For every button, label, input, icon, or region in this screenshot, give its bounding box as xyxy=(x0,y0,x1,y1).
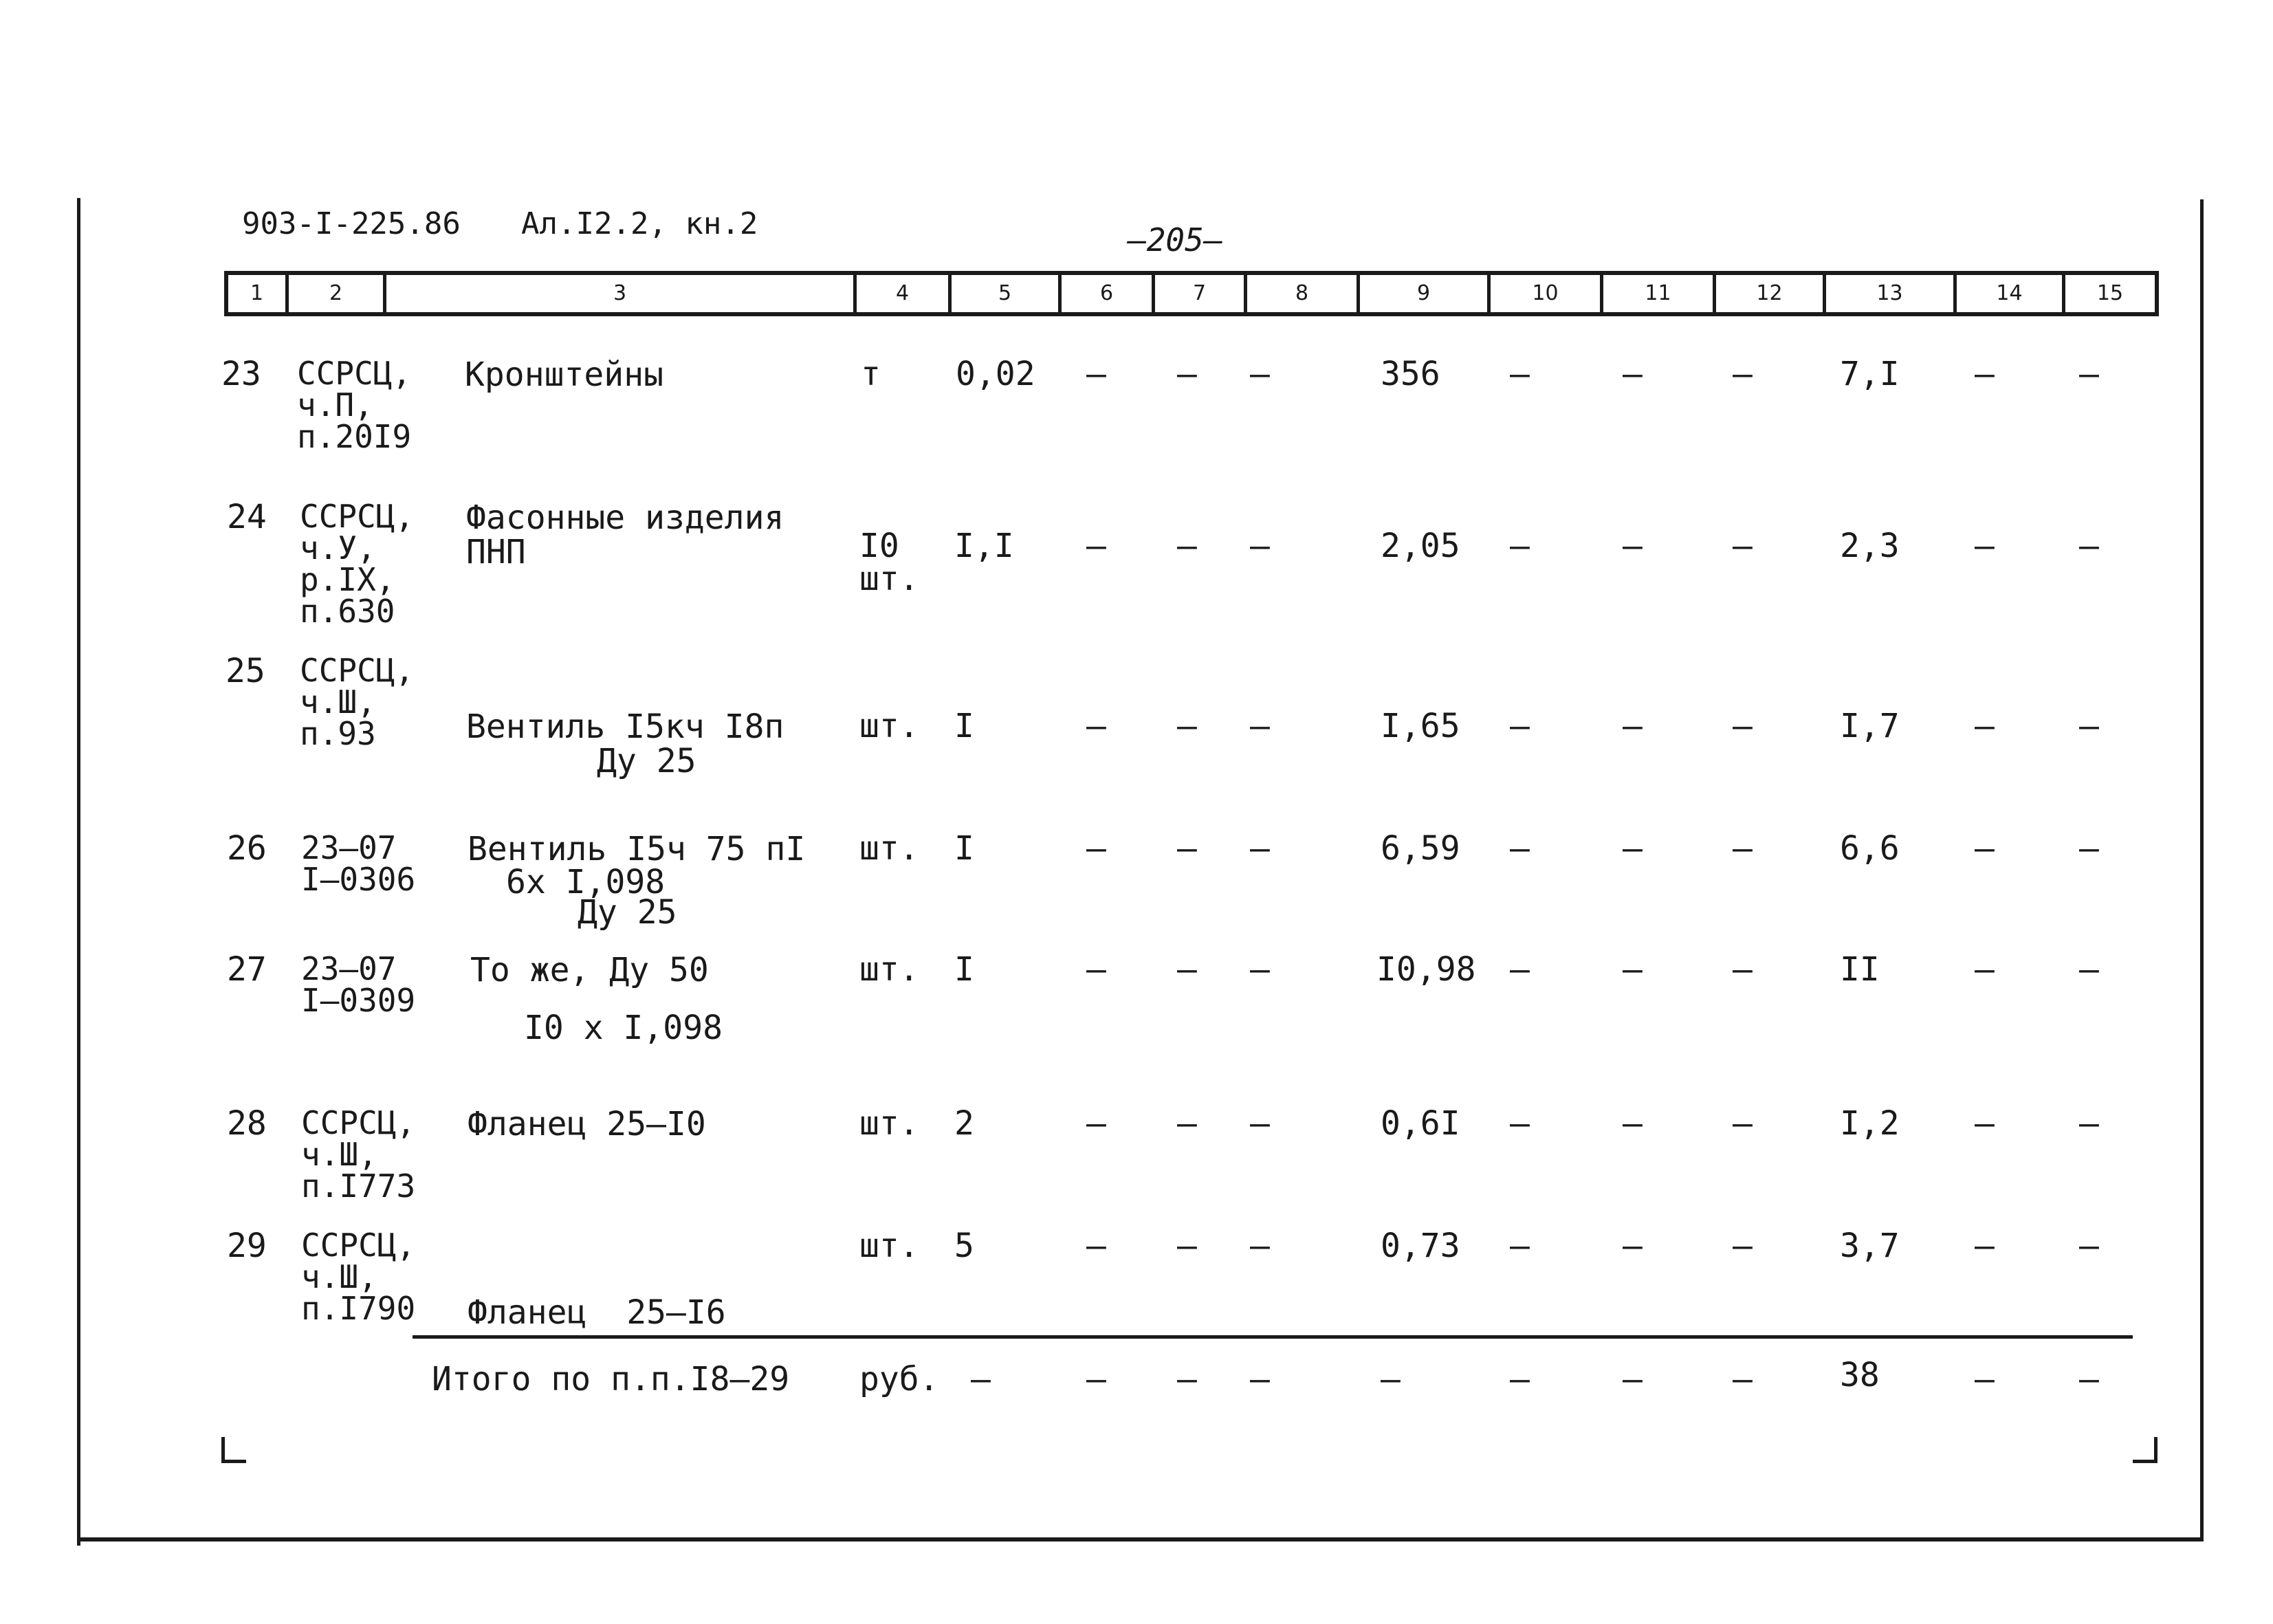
unit: шт. xyxy=(859,829,919,868)
unit: шт. xyxy=(859,707,919,745)
col-10: – xyxy=(1510,707,1530,745)
norm-reference: ССРСЦ, ч.Ш, п.I790 xyxy=(301,1227,416,1327)
col-14: – xyxy=(1975,1360,1995,1398)
document-code: 903-I-225.86 xyxy=(242,206,461,241)
col-11: – xyxy=(1623,707,1643,745)
col-12: – xyxy=(1733,707,1753,745)
col-15: – xyxy=(2079,1360,2099,1398)
col-10: – xyxy=(1510,1227,1530,1265)
col-8: – xyxy=(1250,829,1270,868)
item-name: Фланец 25–I0 xyxy=(468,1105,706,1143)
col-12: – xyxy=(1733,1360,1753,1398)
norm-reference: 23–07 I–0309 xyxy=(301,950,416,1019)
col-11: – xyxy=(1623,950,1643,989)
row-number: 24 xyxy=(227,498,267,536)
total-cost: I,2 xyxy=(1840,1104,1900,1143)
col-12: – xyxy=(1733,527,1753,565)
col-6: – xyxy=(1086,1227,1106,1265)
column-header: 12 xyxy=(1716,275,1826,312)
unit: т xyxy=(861,355,881,393)
total-divider xyxy=(413,1335,2133,1339)
col-7: – xyxy=(1177,950,1197,989)
norm-reference: ССРСЦ, ч.Ш, п.93 xyxy=(300,652,415,752)
quantity: 0,02 xyxy=(956,355,1035,393)
row-number: 26 xyxy=(227,829,267,868)
unit: шт. xyxy=(859,1227,919,1265)
col-10: – xyxy=(1510,1104,1530,1143)
total-cost: I,7 xyxy=(1840,707,1900,745)
frame-bottom-border xyxy=(77,1537,2204,1541)
quantity: 2 xyxy=(954,1104,974,1143)
grand-total: 38 xyxy=(1840,1356,1880,1394)
unit: I0 шт. xyxy=(859,527,919,598)
col-8: – xyxy=(1250,707,1270,745)
col-6: – xyxy=(1086,707,1106,745)
col-8: – xyxy=(1250,1104,1270,1143)
col-14: – xyxy=(1975,1104,1995,1143)
total-qty: – xyxy=(971,1360,991,1398)
col-8: – xyxy=(1250,1360,1270,1398)
quantity: 5 xyxy=(954,1227,974,1265)
col-15: – xyxy=(2079,1227,2099,1265)
unit-cost: I,65 xyxy=(1381,707,1460,745)
column-header: 9 xyxy=(1360,275,1491,312)
col-9: – xyxy=(1381,1360,1401,1398)
col-6: – xyxy=(1086,355,1106,393)
total-cost: 7,I xyxy=(1840,355,1900,393)
col-7: – xyxy=(1177,1360,1197,1398)
total-cost: II xyxy=(1840,950,1880,989)
col-7: – xyxy=(1177,829,1197,868)
item-name: Фасонные изделия ПНП xyxy=(466,498,784,571)
col-7: – xyxy=(1177,355,1197,393)
column-header: 2 xyxy=(289,275,386,312)
col-12: – xyxy=(1733,950,1753,989)
col-14: – xyxy=(1975,950,1995,989)
column-header: 3 xyxy=(386,275,857,312)
row-number: 28 xyxy=(227,1104,267,1143)
column-header: 10 xyxy=(1491,275,1603,312)
quantity: I xyxy=(954,950,974,989)
col-10: – xyxy=(1510,950,1530,989)
col-14: – xyxy=(1975,355,1995,393)
norm-reference: ССРСЦ, ч.У, р.IХ, п.630 xyxy=(300,498,415,630)
col-14: – xyxy=(1975,707,1995,745)
unit-cost: 0,73 xyxy=(1381,1227,1460,1265)
column-header: 6 xyxy=(1062,275,1155,312)
col-10: – xyxy=(1510,355,1530,393)
row-number: 29 xyxy=(227,1227,267,1265)
item-name: То же, Ду 50 I0 х I,098 xyxy=(470,951,723,1047)
col-15: – xyxy=(2079,707,2099,745)
column-header: 14 xyxy=(1957,275,2065,312)
column-header: 8 xyxy=(1247,275,1360,312)
column-header: 1 xyxy=(228,275,289,312)
quantity: I xyxy=(954,707,974,745)
col-7: – xyxy=(1177,527,1197,565)
col-15: – xyxy=(2079,950,2099,989)
col-11: – xyxy=(1623,1360,1643,1398)
col-6: – xyxy=(1086,1360,1106,1398)
unit-cost: I0,98 xyxy=(1376,950,1476,989)
item-name: Вентиль I5кч I8п Ду 25 xyxy=(466,707,784,780)
column-header: 5 xyxy=(952,275,1062,312)
col-12: – xyxy=(1733,1227,1753,1265)
col-8: – xyxy=(1250,355,1270,393)
row-number: 25 xyxy=(226,652,265,690)
col-14: – xyxy=(1975,1227,1995,1265)
item-name: Кронштейны xyxy=(465,355,663,394)
norm-reference: ССРСЦ, ч.Ш, п.I773 xyxy=(301,1104,416,1205)
col-7: – xyxy=(1177,1104,1197,1143)
norm-reference: ССРСЦ, ч.П, п.20I9 xyxy=(297,355,412,455)
col-8: – xyxy=(1250,1227,1270,1265)
total-label: Итого по п.п.I8–29 xyxy=(432,1360,790,1398)
unit-cost: 6,59 xyxy=(1381,829,1460,868)
row-number: 27 xyxy=(227,950,267,989)
norm-reference: 23–07 I–0306 xyxy=(301,829,416,898)
col-12: – xyxy=(1733,1104,1753,1143)
column-header: 13 xyxy=(1826,275,1957,312)
unit-cost: 2,05 xyxy=(1381,527,1460,565)
quantity: I xyxy=(954,829,974,868)
unit: шт. xyxy=(859,1104,919,1143)
col-11: – xyxy=(1623,1227,1643,1265)
col-12: – xyxy=(1733,829,1753,868)
col-15: – xyxy=(2079,355,2099,393)
col-15: – xyxy=(2079,1104,2099,1143)
item-name: Вентиль I5ч 75 пI 6х I,098 Ду 25 xyxy=(468,830,806,932)
column-header: 11 xyxy=(1603,275,1716,312)
corner-mark-right xyxy=(2133,1437,2157,1463)
col-6: – xyxy=(1086,527,1106,565)
unit-cost: 0,6I xyxy=(1381,1104,1460,1143)
unit-cost: 356 xyxy=(1381,355,1440,393)
col-6: – xyxy=(1086,1104,1106,1143)
col-8: – xyxy=(1250,950,1270,989)
total-unit: руб. xyxy=(859,1360,939,1398)
column-header-row xyxy=(224,271,2159,316)
col-15: – xyxy=(2079,829,2099,868)
page-number: —205— xyxy=(1128,221,1223,259)
corner-mark-left xyxy=(221,1437,246,1463)
document-reference: Ал.I2.2, кн.2 xyxy=(521,206,758,241)
col-10: – xyxy=(1510,527,1530,565)
col-10: – xyxy=(1510,829,1530,868)
col-11: – xyxy=(1623,355,1643,393)
column-header: 15 xyxy=(2096,281,2124,305)
col-6: – xyxy=(1086,950,1106,989)
col-7: – xyxy=(1177,707,1197,745)
col-7: – xyxy=(1177,1227,1197,1265)
col-6: – xyxy=(1086,829,1106,868)
unit: шт. xyxy=(859,950,919,989)
col-8: – xyxy=(1250,527,1270,565)
total-cost: 3,7 xyxy=(1840,1227,1900,1265)
quantity: I,I xyxy=(954,527,1014,565)
total-cost: 6,6 xyxy=(1840,829,1900,868)
col-11: – xyxy=(1623,829,1643,868)
col-12: – xyxy=(1733,355,1753,393)
frame-right-border xyxy=(2200,199,2204,1540)
column-header: 4 xyxy=(857,275,952,312)
row-number: 23 xyxy=(221,355,261,393)
col-14: – xyxy=(1975,829,1995,868)
col-15: – xyxy=(2079,527,2099,565)
column-header: 7 xyxy=(1155,275,1247,312)
col-14: – xyxy=(1975,527,1995,565)
item-name: Фланец 25–I6 xyxy=(468,1293,726,1332)
col-11: – xyxy=(1623,527,1643,565)
frame-left-border xyxy=(77,198,80,1546)
total-cost: 2,3 xyxy=(1840,527,1900,565)
col-10: – xyxy=(1510,1360,1530,1398)
col-11: – xyxy=(1623,1104,1643,1143)
